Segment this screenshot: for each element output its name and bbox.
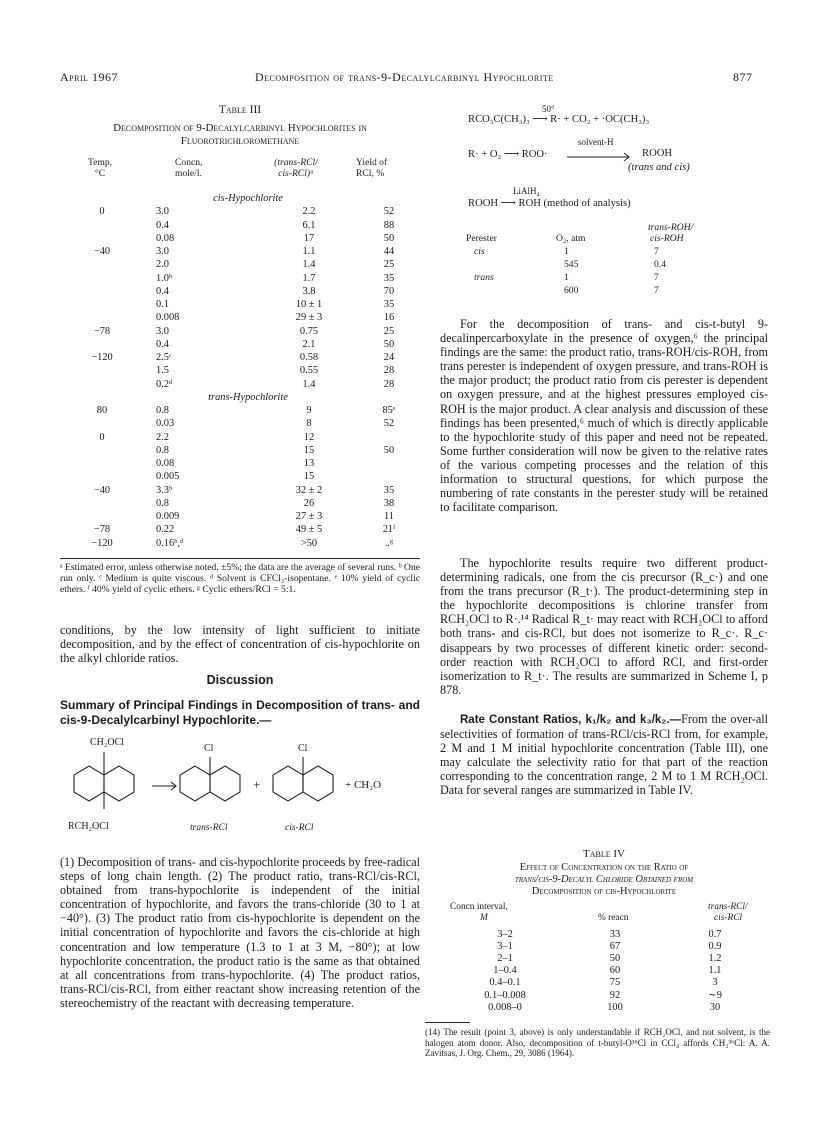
table4-cell: 60 [609,965,621,977]
table3-cell: 0.008 [156,312,180,324]
table3-cell [80,339,124,352]
perester-cell: 1 [564,272,569,283]
perester-cell: cis [474,246,485,257]
table4-row [450,965,760,977]
table3-cell: 0.75 [299,325,319,337]
scheme-bottom-left: RCH₂OCl [68,821,109,832]
table4-cell: 50 [609,952,621,964]
table4-header: Concn interval, M % reacn trans-RCl/ cis-RCl [450,902,748,923]
scheme-cl1: Cl [204,743,214,754]
table3-cell [362,471,416,484]
table3-row [80,246,416,259]
table3-row [80,524,416,537]
scheme-top-left: CH₂OCl [90,737,125,748]
table3-cell [362,432,416,445]
table3-row [80,365,416,378]
table3-cell: −120 [91,352,113,363]
table3-cell: 0.4 [156,338,169,350]
table3-cell: 0 [99,431,105,443]
perester-row [440,246,760,259]
table4-cell: 0.008–0 [488,1001,522,1013]
eq2-note: (trans and cis) [628,162,690,173]
scheme-decomposition [60,735,420,845]
table3-cell: 25 [383,259,395,271]
table3-cell: 0.22 [156,524,175,536]
table4-cell: 3 [712,977,718,989]
table3-row [80,418,416,431]
table4-cell: 33 [609,928,621,940]
table3-cell: 0.005 [156,471,180,483]
table3-cell [362,458,416,471]
para-perester-findings: For the decomposition of trans- and cis-t-butyl 9-decalinpercarboxylate in the presence of oxygen,⁶ the principal findings are the same: the product ratio, trans-ROH/cis-ROH, from trans perester is independent of oxygen pressure, and trans-ROH is the major product; the product ratio from cis perester is dependent on oxygen pressure, and at the highest pressures employed cis-ROH is the major product. A clear analysis and discussion of these findings has been presented,⁶ much of which is directly applicable to the hypochlorite study of this paper and need not be repeated. Some further consideration will now be given to the relative rates of the various competing processes and the relation of this information to structural questions, for which purpose the numbering of rate constants in the perester study will be retained to facilitate comparison. [440,317,768,515]
table4-row [450,977,760,989]
table3-cell: 1.5 [156,365,169,377]
table3-cell: 0.4 [156,219,169,231]
table3-cell: 28 [383,365,395,377]
table3-cell: 1.4 [302,378,316,390]
para-findings: (1) Decomposition of trans- and cis-hypochlorite proceeds by free-radical steps of long chain length. (2) The product ratio, trans-RCl/cis-RCl, obtained from trans-hypochlorite is independent of the initial concentration of hypochlorite, and favors the trans-chloride (30 to 1 at −40°). (3) The product ratio from cis-hypochlorite is dependent on the initial concentration of hypochlorite and favors the cis-chloride at high concentration and low temperature (1.3 to 1 at 3 M, −80°); at low hypochlorite concentration, the product ratio is the same as that obtained at all concentrations from trans-hypochlorite. (4) The product ratios, trans-RCl/cis-RCl, from either reactant show increasing retention of the stereochemistry of the reactant with decreasing temperature. [60,855,420,1010]
table3-header: Temp, °C Concn, mole/l. (trans-RCl/ cis-RCl)ᵃ Yield of RCl, % [87,157,388,179]
table3-cell [80,312,124,325]
table3-cell: 1.7 [302,272,316,284]
table4-row [450,989,760,1001]
perester-row [440,272,760,285]
scheme-plus: + [253,777,261,792]
table3-row [80,259,416,272]
rate-constants-heading: Rate Constant Ratios, k₁/k₂ and k₃/k₂.— [460,714,682,726]
table4-cell: 100 [607,1001,623,1013]
table3-row [80,220,416,233]
table3-cell [80,299,124,312]
table4-cell: 92 [609,989,621,1001]
table3-cell: −78 [93,325,111,337]
eq2-right: ROOH [642,148,673,159]
table3-cell: 49 ± 5 [295,524,323,536]
table4-row [450,1001,760,1013]
table3-row [80,312,416,325]
table3-cell: 0 [99,206,105,218]
table3-cell: 0.8 [156,497,169,509]
table3-title-line2: Fluorotrichloromethane [180,135,300,147]
table3-cell: 0.8 [156,444,169,456]
table4-cell: 1.2 [708,952,722,964]
table3-cell: >50 [300,537,318,549]
table3-cell [80,498,124,511]
eq2-left: R· + O₂ ⟶ ROO· [468,149,548,160]
table3-cell [80,379,124,392]
table4-cell: 67 [609,940,621,952]
scheme-label-cis: cis-RCl [285,823,314,833]
table3-cell: 1.4 [302,259,316,271]
table3-footnote: ᵃ Estimated error, unless otherwise noted, ±5%; the data are the average of several runs. ᵇ One run only. ᶜ Medium is quite viscous. ᵈ Solvent is CFCl₃-isopentane. ᵉ 10% yield of cyclic ethers. ᶠ 40% yield of cyclic ethers. ᵍ Cyclic ethers/RCl = 5:1. [60,562,420,595]
table3-row [80,233,416,246]
table3-cell: 2.2 [302,206,316,218]
table3-cell: 0.8 [156,405,169,416]
scheme-label-trans: trans-RCl [190,823,228,833]
table3-cell: 15 [303,471,315,483]
table3-label: Table III [218,104,262,116]
table3-cell: 52 [383,206,395,218]
table3-bottom-rule [60,558,420,559]
table3-cell: 2.0 [156,259,169,271]
para-radicals: The hypochlorite results require two different product-determining radicals, one from the cis precursor (R_c·) and one from the trans precursor (R_t·). The product-determining step in the hypochlorite decompositions is chlorine transfer from RCH₂OCl to R·.¹⁴ Radical R_t· may react with RCH₂OCl to afford both trans- and cis-RCl, but does not isomerize to R_c·. R_c· disappears by two processes of different kinetic order: second-order reaction with RCH₂OCl to afford RCl, and first-order isomerization to R_t·. The results are summarized in Scheme I, p 878. [440,556,768,697]
table3-cell [80,286,124,299]
table3-cell: 50 [383,444,395,456]
perester-row [440,259,760,272]
table3-cell: −40 [93,246,111,257]
table3-cell: 2.2 [156,431,169,443]
table3-cell: 88 [383,219,395,231]
perester-cell: 1 [564,246,569,257]
table3-row [80,352,416,365]
scheme-cl2: Cl [298,743,308,754]
scheme-plus-ch2o: + CH₂O [345,779,382,791]
footnote-14: (14) The result (point 3, above) is only understandable if RCH₂OCl, and not solvent, is the halogen atom donor. Also, decomposition of t-butyl-O³⁶Cl in CCl₄ affords CH₃³⁶Cl: A. A. Zavitsas, J. Org. Chem., 29, 3086 (1964). [425,1027,770,1059]
table3-row [80,511,416,524]
table3-cell: 0.58 [299,352,319,363]
table3-cell: 3.0 [156,206,169,218]
table4-row [450,940,760,952]
table3-cell: 32 ± 2 [295,484,323,496]
table3-cell: 16 [383,312,395,324]
table4-cell: 2–1 [497,952,513,964]
table3-cell: 0.1 [156,299,169,310]
table3-cell: 0.08 [156,458,175,469]
table3-cell: 3.0 [156,246,169,257]
table3-cell [80,445,124,458]
table3-cell: 25 [383,325,395,337]
table4-cell: 0.7 [708,928,722,940]
table3-row [80,299,416,312]
table3-cell: 10 ± 1 [295,299,323,310]
table3-cell: 0.03 [156,418,175,430]
table4-cell: 75 [609,977,621,989]
table3-cell [80,220,124,233]
table3-cell: 8 [306,418,312,430]
table4-cell: 3–2 [497,928,513,940]
table3-cell: ..ᵍ [384,537,394,549]
perester-cell: 7 [654,246,659,257]
table3-cell: −40 [93,484,111,496]
table3-title-line1: Decomposition of 9-Decalylcarbinyl Hypochlorites in [113,122,367,134]
table3-row [80,339,416,352]
table3-cell: 35 [383,484,395,496]
eq1-temperature: 50° [542,104,555,114]
perester-cell: 600 [564,285,579,296]
eq2-arrow [567,152,633,162]
table3-cell: 12 [303,431,315,443]
table3-cell: 1.1 [302,246,316,257]
summary-heading: Summary of Principal Findings in Decomposition of trans- and cis-9-Decalylcarbinyl Hypochlorite.— [60,698,420,727]
table3-cell: 3.0 [156,325,169,337]
table3-row [80,458,416,471]
table3-cell: −120 [91,537,113,549]
table3-cell: −78 [93,524,111,536]
table4-cell: 30 [709,1001,721,1013]
running-header-title: Decomposition of trans-9-Decalylcarbinyl Hypochlorite [255,70,554,84]
table3-cell [80,471,124,484]
table3-cell: 3.3ᵇ [156,484,173,496]
table3-row [80,432,416,445]
table4-cell: 1.1 [708,965,722,977]
table3-row [80,485,416,498]
table3-cell [80,511,124,524]
table3-cell: 50 [383,338,395,350]
table3-cell: 17 [303,232,315,244]
table4-title3: Decomposition of cis-Hypochlorite [531,886,677,897]
table3-cell: 80 [96,405,108,416]
table3-cell [80,259,124,272]
discussion-heading: Discussion [206,673,274,687]
table3-row [80,326,416,339]
table3-row [80,405,416,418]
running-header-date: April 1967 [60,70,119,84]
decalin-structures [60,735,420,845]
table3-cell: 0.55 [299,365,319,377]
table3-cell: 0.16ᵇ,ᵈ [156,537,184,549]
table3-cell: 21ᶠ [382,524,396,536]
table3-cell: 70 [383,285,395,297]
perester-cell: 545 [564,259,579,270]
para-rate-constants: Rate Constant Ratios, k₁/k₂ and k₃/k₂.—From the over-all selectivities of formation of trans-RCl/cis-RCl from, for example, 2 M and 1 M initial hypochlorite concentration (Table III), one may calculate the selectivity ratio for that part of the reaction corresponding to the concentration range, 2 M to 1 M RCH₂OCl. Data for several ranges are summarized in Table IV. [440,712,769,798]
table3-cell: 9 [306,405,312,416]
table4-label: Table IV [583,848,625,860]
table3-cell: 38 [383,497,395,509]
table4-cell: 3–1 [497,940,513,952]
table4-cell: 0.9 [708,940,722,952]
table4-row [450,928,760,940]
perester-cell: trans [474,272,494,283]
table3-row [80,286,416,299]
table3-cell: 85ᵉ [382,405,396,416]
table3-cell: 0.08 [156,232,175,244]
table3-cell [80,233,124,246]
table3-cell [80,273,124,286]
table3-cell: 1.0ᵇ [156,272,173,284]
table3-cell: 27 ± 3 [295,511,323,522]
table3-cell [80,365,124,378]
table3-cell: 3.8 [302,285,316,297]
eq3-label: LiAlH₄ [513,186,540,196]
table3-row [80,538,416,551]
table3-section-cis: cis-Hypochlorite [213,193,283,204]
table4-body [450,928,760,1013]
table4-cell: 0.4–0.1 [489,977,521,989]
table3-row [80,445,416,458]
table3-cell: 29 ± 3 [295,312,323,324]
table4-cell: ∼9 [708,990,722,1002]
table4-cell: 1–0.4 [493,965,517,977]
table3-cell: 35 [383,299,395,310]
table3-row [80,379,416,392]
table3-section-trans: trans-Hypochlorite [208,391,288,403]
table3-cell: 0.009 [156,511,180,522]
perester-cell: 0.4 [654,259,666,270]
table3-row [80,498,416,511]
eq3: ROOH ⟶ ROH (method of analysis) [468,198,631,209]
table3-cell: 2.5ᶜ [156,352,172,363]
table3-cell: 0.2ᵈ [156,378,173,390]
perester-cell: 7 [654,272,659,283]
table3-cell: 35 [383,272,395,284]
table3-cell: 52 [383,418,395,430]
eq2-label: solvent-H [578,137,614,147]
table3-cell [80,418,124,431]
table3-cell: 24 [383,352,395,363]
table3-row [80,471,416,484]
footnote-rule [425,1022,470,1023]
table3-cell: 13 [303,458,315,469]
table3-row [80,273,416,286]
table3-cell [80,458,124,471]
page-number: 877 [733,70,753,84]
table3-cell: 2.1 [302,338,316,350]
table3-body [80,193,416,551]
perester-row [440,285,760,298]
table4-cell: 0.1–0.008 [484,989,526,1001]
table3-cell: 50 [383,232,395,244]
perester-cell: 7 [654,285,659,296]
perester-table: trans-ROH/ cis-ROH Perester O₂, atm cis 1 7 545 0.4 trans 1 7 600 7 [440,222,760,304]
table3-cell: 15 [303,444,315,456]
table3-cell: 11 [383,511,394,522]
table3-cell: 6.1 [302,219,316,231]
table3-cell: 28 [383,378,395,390]
table4-title1: Effect of Concentration on the Ratio of [519,862,689,873]
table3-cell: 44 [383,246,395,257]
table4-row [450,952,760,964]
table3-row [80,206,416,219]
eq1: RCO₃C(CH₃)₃ ⟶ R· + CO₂ + ·OC(CH₃)₃ [468,114,650,125]
para-conditions: conditions, by the low intensity of light sufficient to initiate decomposition, and by the effect of concentration of cis-hypochlorite on the alkyl chloride ratios. [60,623,420,666]
table3-cell: 0.4 [156,285,169,297]
table4-title2: trans/cis-9-Decalyl Chloride Obtained from [514,874,694,885]
table3-cell: 26 [303,497,315,509]
